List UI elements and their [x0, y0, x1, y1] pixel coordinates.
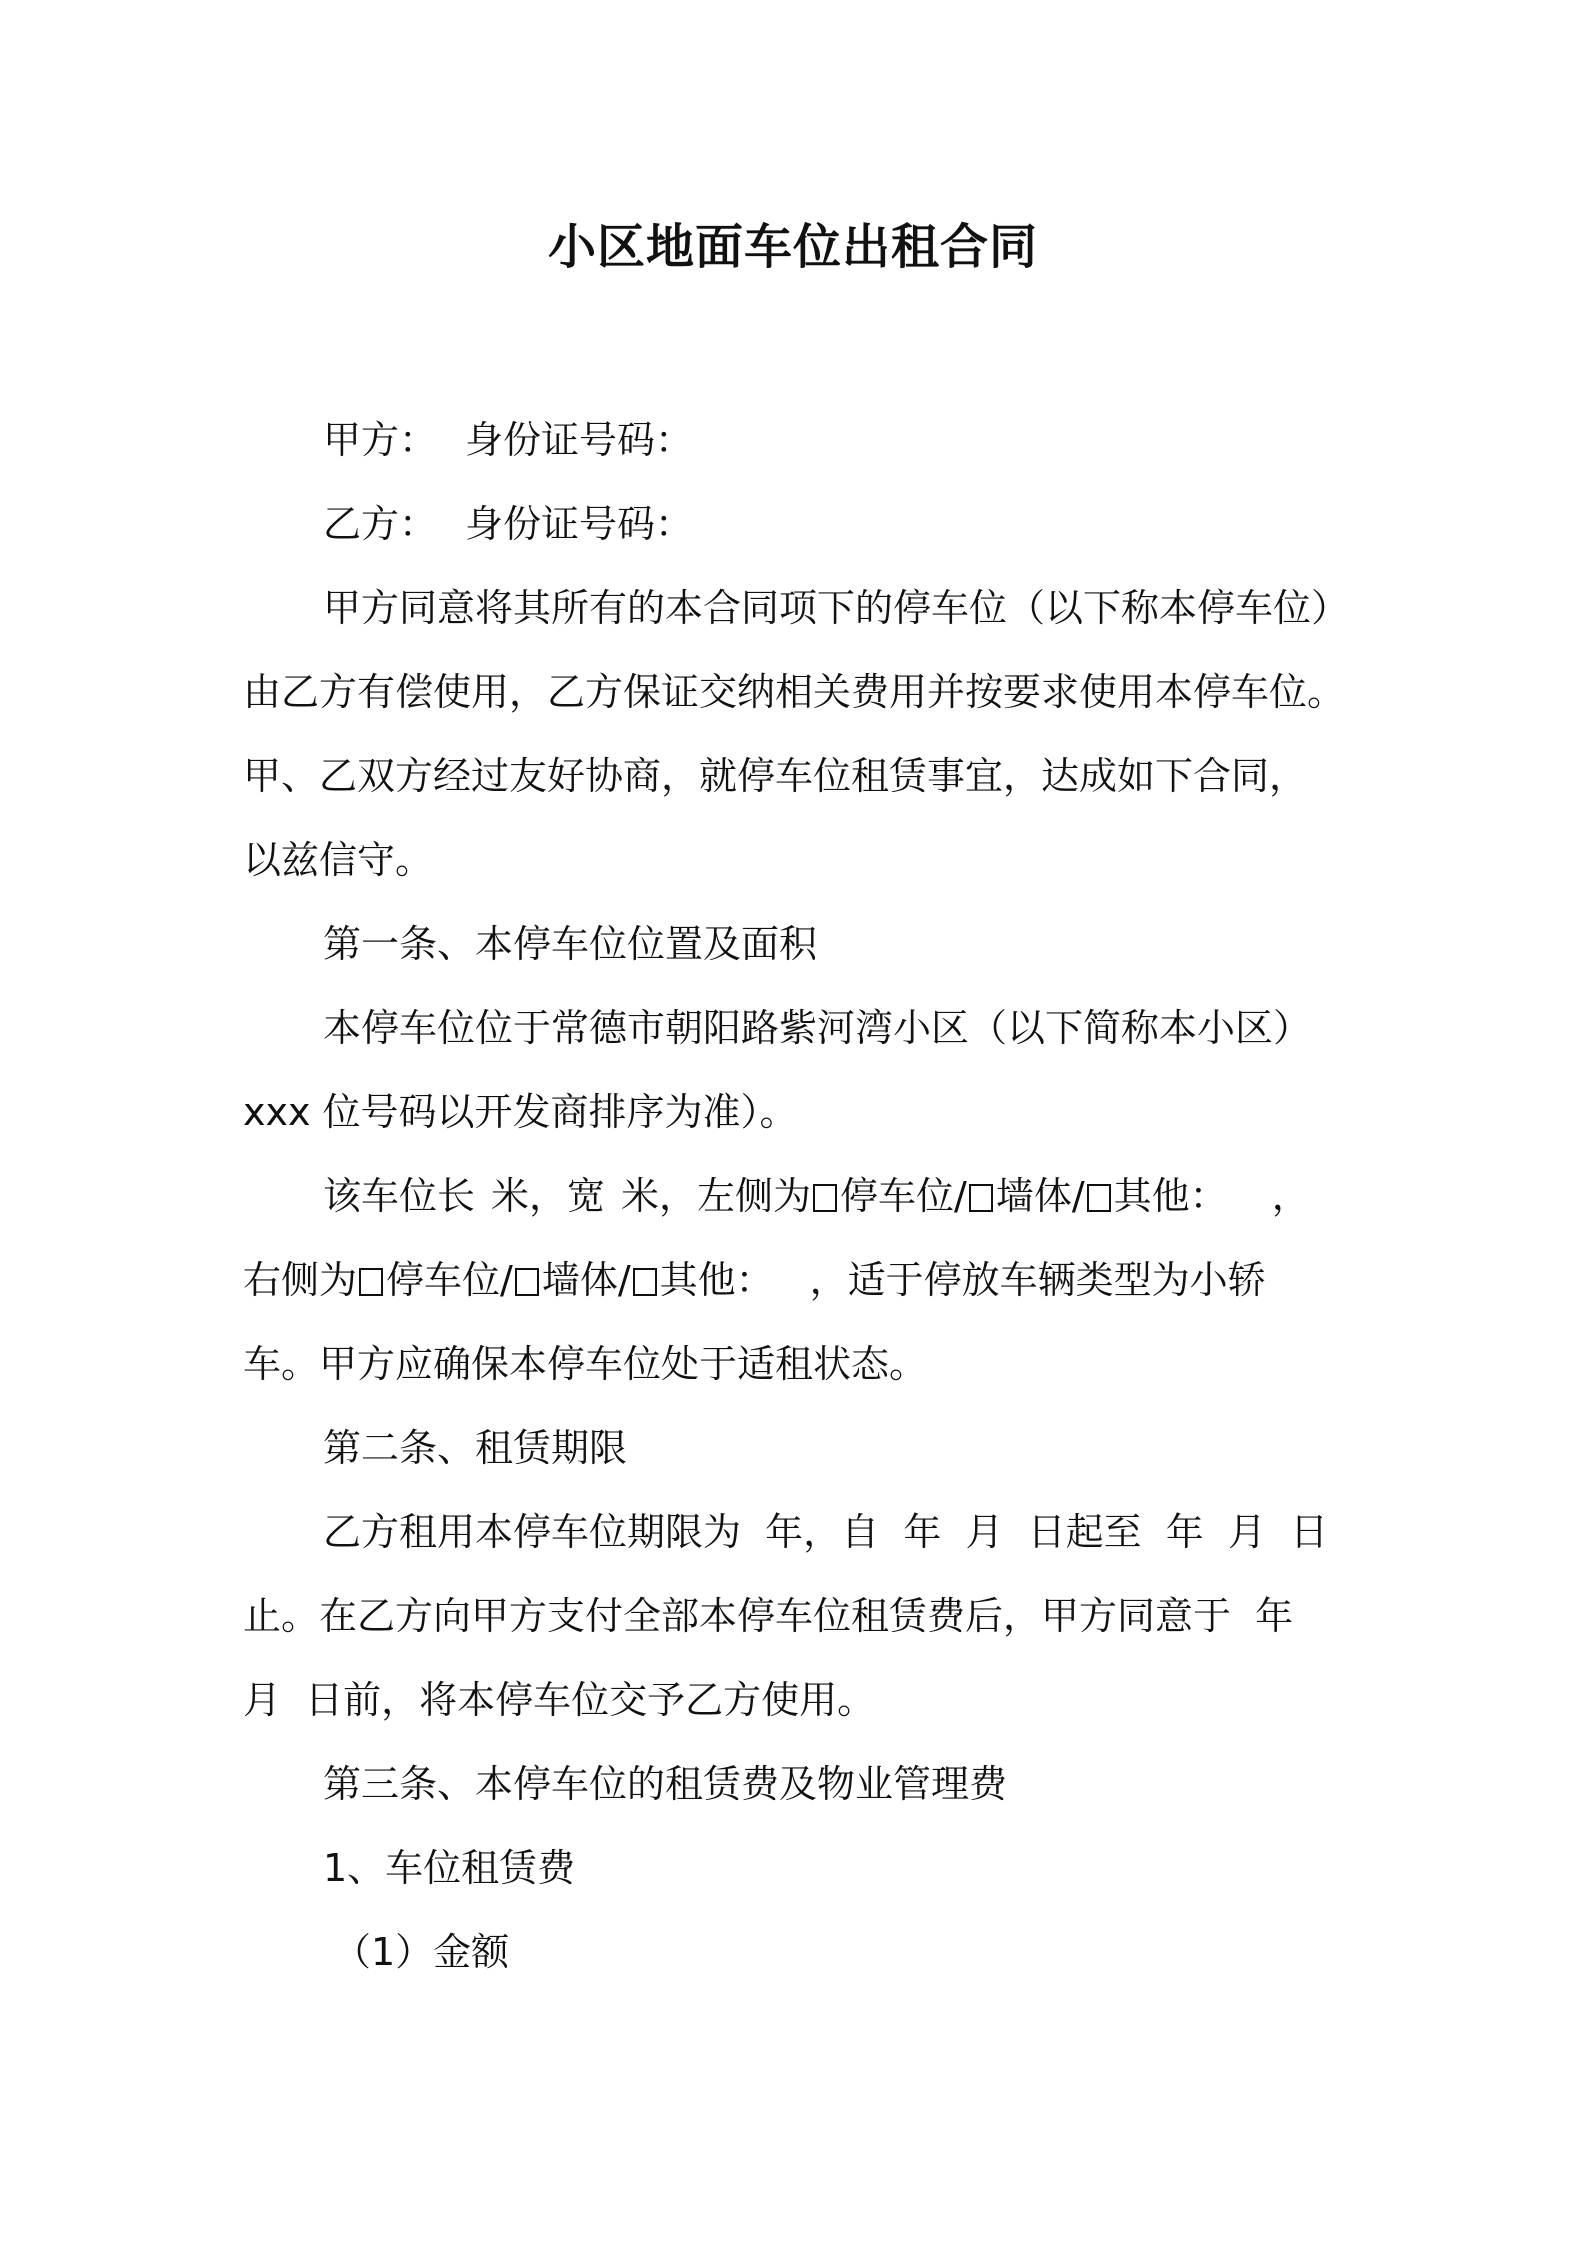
article3-item1-sub: （1）金额	[333, 1930, 510, 1974]
article2-heading: 第二条、租赁期限	[323, 1426, 628, 1470]
article2-line: 止。在乙方向甲方支付全部本停车位租赁费后，甲方同意于 年	[243, 1594, 1294, 1638]
option-label: 其他：	[1113, 1174, 1228, 1218]
party-a-label: 甲方：	[323, 418, 438, 462]
article1-dimensions-line	[243, 1154, 1385, 1238]
option-label: 其他：	[659, 1258, 774, 1302]
article1-location-line: xxx 位号码以开发商排序为准）。	[243, 1090, 798, 1134]
intro-line: 甲方同意将其所有的本合同项下的停车位（以下称本停车位）	[323, 586, 1350, 630]
dim-text: 米，左侧为	[621, 1174, 812, 1218]
checkbox-right-wall[interactable]	[515, 1268, 539, 1296]
checkbox-left-parking[interactable]	[813, 1184, 837, 1212]
dim-text: 该车位长	[323, 1174, 476, 1218]
checkbox-left-wall[interactable]	[969, 1184, 993, 1212]
party-b-label: 乙方：	[323, 502, 438, 546]
document-title: 小区地面车位出租合同	[547, 219, 1038, 275]
intro-line: 甲、乙双方经过友好协商，就停车位租赁事宜，达成如下合同，	[243, 754, 1308, 798]
article3-item1: 1、车位租赁费	[323, 1846, 576, 1890]
article3-heading: 第三条、本停车位的租赁费及物业管理费	[323, 1762, 1008, 1806]
article1-dimensions-line	[243, 1238, 1385, 1322]
dim-text: ，	[1271, 1174, 1310, 1218]
option-label: 停车位/	[840, 1174, 967, 1218]
article2-line: 月 日前，将本停车位交予乙方使用。	[243, 1678, 876, 1722]
option-label: 墙体/	[995, 1174, 1085, 1218]
checkbox-left-other[interactable]	[1087, 1184, 1111, 1212]
option-label: 墙体/	[541, 1258, 631, 1302]
checkbox-right-other[interactable]	[633, 1268, 657, 1296]
option-label: 停车位/	[386, 1258, 513, 1302]
party-a-line	[243, 398, 1385, 482]
intro-line: 由乙方有偿使用，乙方保证交纳相关费用并按要求使用本停车位。	[243, 670, 1346, 714]
checkbox-right-parking[interactable]	[359, 1268, 383, 1296]
dim-text: ，适于停放车辆类型为小轿	[809, 1258, 1266, 1302]
intro-line: 以兹信守。	[243, 838, 434, 882]
party-b-id-label: 身份证号码：	[465, 502, 694, 546]
party-a-id-label: 身份证号码：	[465, 418, 694, 462]
dim-text: 右侧为	[243, 1258, 358, 1302]
article1-location-line: 本停车位位于常德市朝阳路紫河湾小区（以下简称本小区）	[323, 1006, 1312, 1050]
dim-text: 米，宽	[491, 1174, 606, 1218]
article1-heading: 第一条、本停车位位置及面积	[323, 922, 818, 966]
article1-dimensions-line: 车。甲方应确保本停车位处于适租状态。	[243, 1342, 928, 1386]
article2-line: 乙方租用本停车位期限为 年，自 年 月 日起至 年 月 日	[323, 1510, 1329, 1554]
party-b-line	[243, 482, 1385, 566]
document-body	[243, 398, 1385, 1994]
